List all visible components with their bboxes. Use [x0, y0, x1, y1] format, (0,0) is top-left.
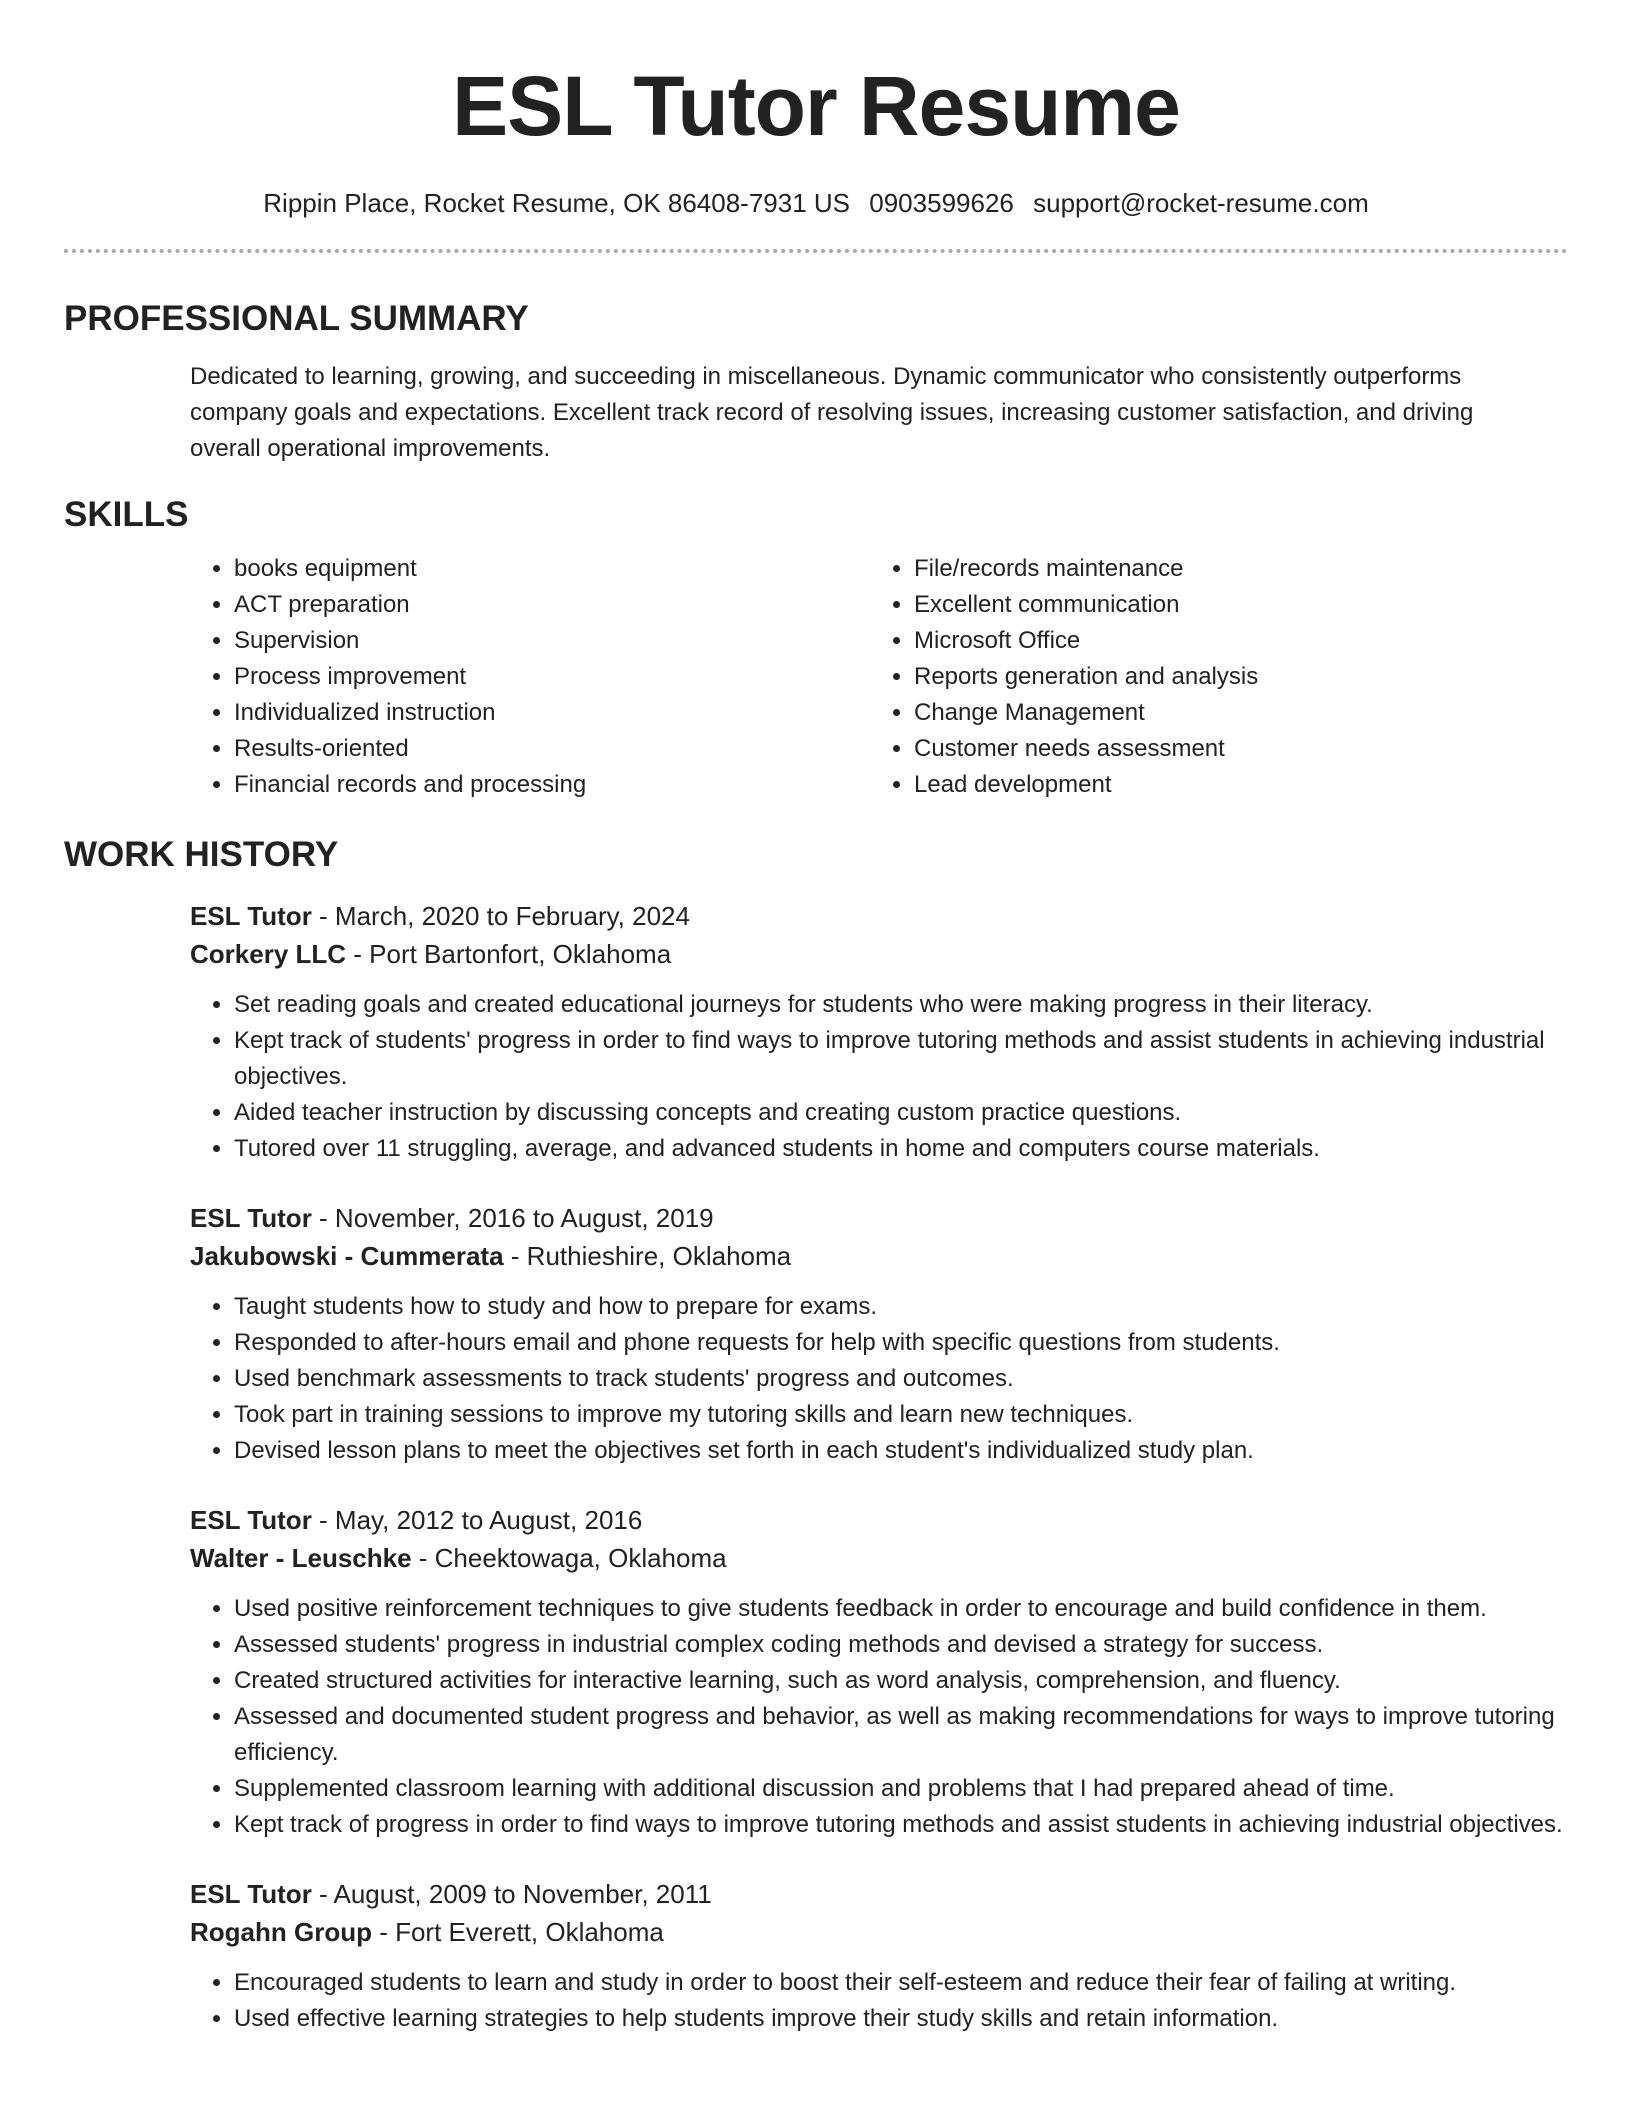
job-bullets	[190, 987, 1568, 1167]
job-bullet: • Kept track of progress in order to find ways to improve tutoring methods and assist students in achieving industrial objectives.	[234, 1807, 1568, 1843]
job-dates: - May, 2012 to August, 2016	[311, 1505, 643, 1535]
job-title-line	[190, 897, 1568, 935]
skill-item: • Change Management	[914, 695, 1550, 731]
job-dates: - August, 2009 to November, 2011	[311, 1879, 712, 1909]
job-title-line	[190, 1501, 1568, 1539]
job-bullet: • Devised lesson plans to meet the objectives set forth in each student's individualized study plan.	[234, 1433, 1568, 1469]
job-company: Jakubowski - Cummerata	[190, 1241, 504, 1271]
job-bullet: • Kept track of students' progress in order to find ways to improve tutoring methods and assist students in achieving industrial objectives.	[234, 1023, 1568, 1095]
contact-line	[64, 188, 1568, 219]
skills-list-left	[190, 551, 870, 803]
skill-item: • Customer needs assessment	[914, 731, 1550, 767]
skills-columns	[64, 551, 1568, 803]
job-role: ESL Tutor	[190, 1879, 312, 1909]
job-company: Rogahn Group	[190, 1917, 372, 1947]
job-company: Walter - Leuschke	[190, 1543, 412, 1573]
contact-address: Rippin Place, Rocket Resume, OK 86408-7931 US	[263, 188, 851, 218]
job-bullet: • Used benchmark assessments to track students' progress and outcomes.	[234, 1361, 1568, 1397]
job-bullet: • Created structured activities for interactive learning, such as word analysis, comprehension, and fluency.	[234, 1663, 1568, 1699]
skill-item: • Excellent communication	[914, 587, 1550, 623]
job-company-line	[190, 1539, 1568, 1577]
skills-list-right	[870, 551, 1550, 803]
contact-email: support@rocket-resume.com	[1033, 188, 1369, 218]
summary-section	[64, 299, 1568, 467]
job-title-line	[190, 1199, 1568, 1237]
job-bullet: • Assessed and documented student progress and behavior, as well as making recommendations for ways to improve tutoring efficiency.	[234, 1699, 1568, 1771]
job-location: - Fort Everett, Oklahoma	[371, 1917, 664, 1947]
summary-text: Dedicated to learning, growing, and succeeding in miscellaneous. Dynamic communicator who consistently outperforms company goals and expectations. Excellent track record of resolving issues, increasing customer satisfaction, and driving overall operational improvements.	[190, 363, 1474, 462]
work-history-section	[64, 835, 1568, 2037]
job-bullets	[190, 1591, 1568, 1843]
job-location: - Cheektowaga, Oklahoma	[411, 1543, 727, 1573]
job-company-line	[190, 1913, 1568, 1951]
job-bullet: • Assessed students' progress in industrial complex coding methods and devised a strategy for success.	[234, 1627, 1568, 1663]
job-bullet: • Tutored over 11 struggling, average, and advanced students in home and computers course materials.	[234, 1131, 1568, 1167]
skill-item: • books equipment	[234, 551, 870, 587]
job-role: ESL Tutor	[190, 901, 312, 931]
job-location: - Ruthieshire, Oklahoma	[503, 1241, 792, 1271]
skill-item: • Process improvement	[234, 659, 870, 695]
skills-section	[64, 495, 1568, 803]
job-entry	[64, 897, 1568, 1167]
job-role: ESL Tutor	[190, 1505, 312, 1535]
skills-heading: SKILLS	[64, 495, 189, 534]
job-bullets	[190, 1289, 1568, 1469]
job-bullet: • Responded to after-hours email and phone requests for help with specific questions from students.	[234, 1325, 1568, 1361]
job-company-line	[190, 935, 1568, 973]
header-divider	[64, 249, 1568, 253]
job-dates: - March, 2020 to February, 2024	[311, 901, 690, 931]
job-bullets	[190, 1965, 1568, 2037]
job-bullet: • Used effective learning strategies to help students improve their study skills and retain information.	[234, 2001, 1568, 2037]
job-bullet: • Used positive reinforcement techniques to give students feedback in order to encourage and build confidence in them.	[234, 1591, 1568, 1627]
job-bullet: • Aided teacher instruction by discussing concepts and creating custom practice questions.	[234, 1095, 1568, 1131]
job-bullet: • Encouraged students to learn and study in order to boost their self-esteem and reduce their fear of failing at writing.	[234, 1965, 1568, 2001]
job-bullet: • Took part in training sessions to improve my tutoring skills and learn new techniques.	[234, 1397, 1568, 1433]
skill-item: • Supervision	[234, 623, 870, 659]
skill-item: • File/records maintenance	[914, 551, 1550, 587]
job-company-line	[190, 1237, 1568, 1275]
job-role: ESL Tutor	[190, 1203, 312, 1233]
skill-item: • ACT preparation	[234, 587, 870, 623]
job-bullet: • Taught students how to study and how to prepare for exams.	[234, 1289, 1568, 1325]
job-entry	[64, 1199, 1568, 1469]
job-bullet: • Supplemented classroom learning with additional discussion and problems that I had prepared ahead of time.	[234, 1771, 1568, 1807]
job-dates: - November, 2016 to August, 2019	[311, 1203, 714, 1233]
skill-item: • Reports generation and analysis	[914, 659, 1550, 695]
skill-item: • Individualized instruction	[234, 695, 870, 731]
skill-item: • Microsoft Office	[914, 623, 1550, 659]
work-history-heading: WORK HISTORY	[64, 835, 339, 874]
skill-item: • Results-oriented	[234, 731, 870, 767]
resume-title: ESL Tutor Resume	[452, 59, 1180, 153]
job-entry	[64, 1875, 1568, 2037]
job-bullet: • Set reading goals and created educational journeys for students who were making progress in their literacy.	[234, 987, 1568, 1023]
contact-phone: 0903599626	[869, 188, 1014, 218]
job-location: - Port Bartonfort, Oklahoma	[346, 939, 672, 969]
job-title-line	[190, 1875, 1568, 1913]
summary-heading: PROFESSIONAL SUMMARY	[64, 299, 529, 338]
job-entry	[64, 1501, 1568, 1843]
skill-item: • Financial records and processing	[234, 767, 870, 803]
job-company: Corkery LLC	[190, 939, 347, 969]
skill-item: • Lead development	[914, 767, 1550, 803]
